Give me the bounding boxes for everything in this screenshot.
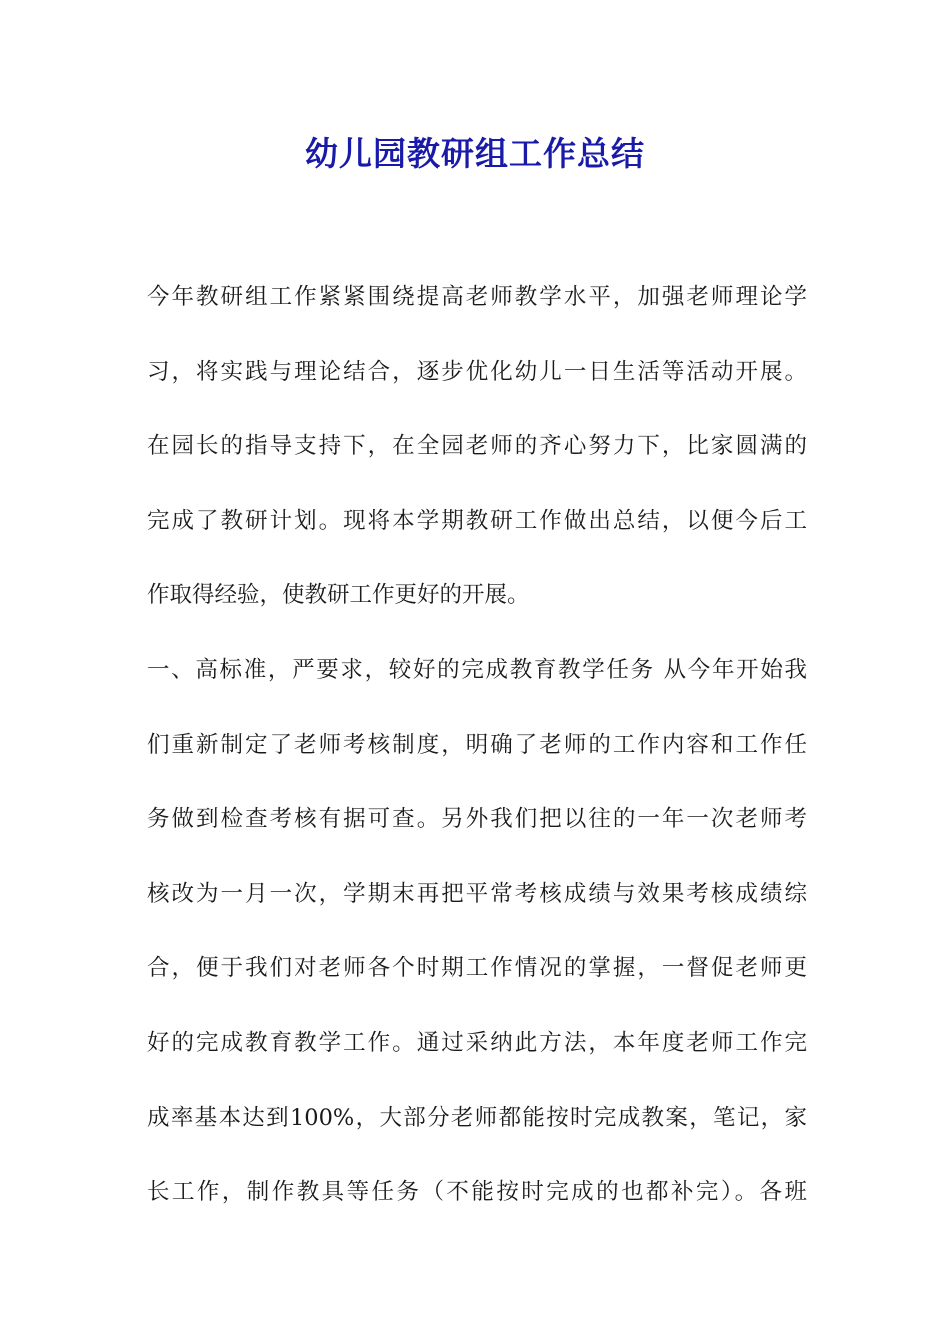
body-line: 长工作，制作教具等任务（不能按时完成的也都补完）。各班 — [147, 1179, 807, 1206]
body-line: 完成了教研计划。现将本学期教研工作做出总结，以便今后工 — [147, 507, 807, 534]
body-line: 今年教研组工作紧紧围绕提高老师教学水平，加强老师理论学 — [147, 284, 807, 310]
body-line: 成率基本达到100%，大部分老师都能按时完成教案，笔记，家 — [147, 1104, 807, 1131]
body-line: 在园长的指导支持下，在全园老师的齐心努力下，比家圆满的 — [147, 433, 807, 460]
document-body — [147, 260, 807, 1230]
body-line: 习，将实践与理论结合，逐步优化幼儿一日生活等活动开展。 — [147, 358, 807, 385]
body-line: 好的完成教育教学工作。通过采纳此方法，本年度老师工作完 — [147, 1029, 807, 1056]
body-line: 一、高标准，严要求，较好的完成教育教学任务 从今年开始我 — [147, 656, 807, 683]
body-line: 作取得经验，使教研工作更好的开展。 — [147, 582, 530, 609]
body-line: 合，便于我们对老师各个时期工作情况的掌握，一督促老师更 — [147, 955, 807, 982]
body-line: 务做到检查考核有据可查。另外我们把以往的一年一次老师考 — [147, 806, 807, 833]
body-line: 核改为一月一次，学期末再把平常考核成绩与效果考核成绩综 — [147, 880, 807, 907]
body-line: 们重新制定了老师考核制度，明确了老师的工作内容和工作任 — [147, 731, 807, 758]
document-title: 幼儿园教研组工作总结 — [305, 134, 645, 173]
